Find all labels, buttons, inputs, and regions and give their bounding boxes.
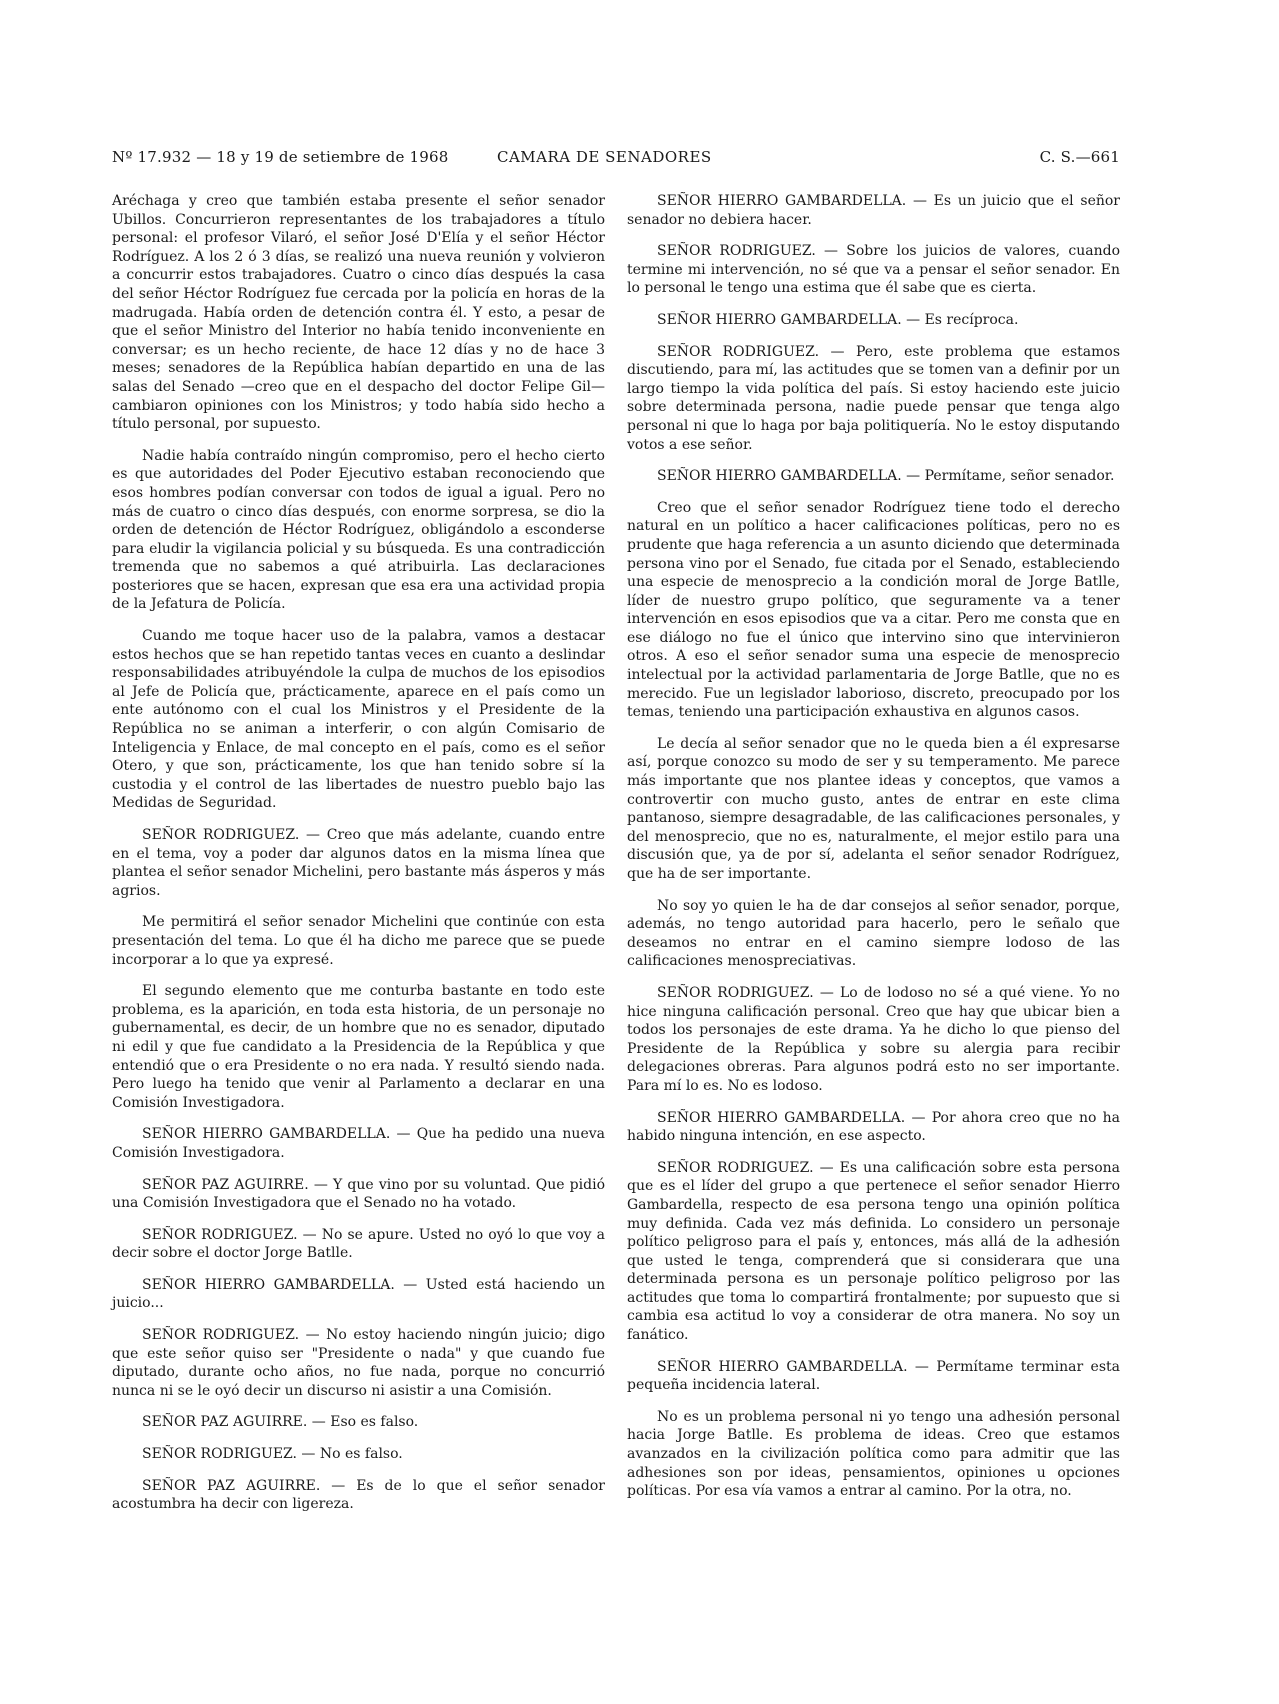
paragraph: SEÑOR HIERRO GAMBARDELLA. — Es recíproca. — [657, 311, 1019, 328]
paragraph: SEÑOR HIERRO GAMBARDELLA. — Es un juicio que el señor senador no debiera hacer. — [627, 193, 1120, 228]
paragraph: SEÑOR HIERRO GAMBARDELLA. — Que ha pedido una nueva Comisión Investigadora. — [112, 1126, 605, 1161]
page-number: C. S.—661 — [1039, 148, 1120, 166]
paragraph: SEÑOR PAZ AGUIRRE. — Y que vino por su voluntad. Que pidió una Comisión Investigadora que el Senado no ha votado. — [112, 1176, 605, 1212]
paragraph: SEÑOR RODRIGUEZ. — Pero, este problema que estamos discutiendo, para mí, las actitudes que se tomen van a definir por un largo tiempo la vida política del país. Si estoy haciendo este juicio sobre determinada persona, nadie puede pensar que tenga algo personal ni que lo haga por baja politiquería. No le estoy disputando votos a ese señor. — [627, 343, 1120, 453]
page-header — [112, 148, 1120, 172]
paragraph: SEÑOR HIERRO GAMBARDELLA. — Permítame, señor senador. — [657, 468, 1115, 485]
paragraph: SEÑOR HIERRO GAMBARDELLA. — Por ahora creo que no ha habido ninguna intención, en ese aspecto. — [627, 1109, 1120, 1145]
issue-date: Nº 17.932 — 18 y 19 de setiembre de 1968 — [112, 148, 449, 166]
right-column — [627, 192, 1120, 1514]
paragraph: SEÑOR HIERRO GAMBARDELLA. — Usted está haciendo un juicio... — [112, 1276, 605, 1312]
paragraph: El segundo elemento que me conturba bastante en todo este problema, es la aparición, en toda esta historia, de un personaje no gubernamental, es decir, de un hombre que no es senador, diputado ni edil y que fue candidato a la Presidencia de la República y que entendió que o era Presidente o no era nada. Y resultó siendo nada. Pero luego ha tenido que venir al Parlamento a declarar en una Comisión Investigadora. — [112, 983, 605, 1111]
paragraph: SEÑOR RODRIGUEZ. — Sobre los juicios de valores, cuando termine mi intervención, no sé que va a pensar el señor senador. En lo personal le tengo una estima que él sabe que es cierta. — [627, 243, 1120, 297]
paragraph: SEÑOR RODRIGUEZ. — Lo de lodoso no sé a qué viene. Yo no hice ninguna calificación personal. Creo que hay que ubicar bien a todos los personajes de este drama. Ya he dicho lo que pienso del Presidente de la República y sobre su alergia para recibir delegaciones obreras. Para algunos podrá esto no ser importante. Para mí lo es. No es lodoso. — [627, 984, 1120, 1094]
paragraph: Le decía al señor senador que no le queda bien a él expresarse así, porque conozco su modo de ser y su temperamento. Me parece más importante que nos plantee ideas y conceptos, que vamos a controvertir con mucho gusto, antes de entrar en este clima pantanoso, siempre desagradable, de las calificaciones personales, y del menosprecio, que no es, naturalmente, el mejor estilo para una discusión que, ya de por sí, adelanta el señor senador Rodríguez, que ha de ser importante. — [627, 735, 1120, 882]
paragraph: Cuando me toque hacer uso de la palabra, vamos a destacar estos hechos que se han repetido tantas veces en cuanto a deslindar responsabilidades atribuyéndole la culpa de muchos de los episodios al Jefe de Policía que, prácticamente, aparece en el país como un ente autónomo con el cual los Ministros y el Presidente de la República no se animan a interferir, o con algún Comisario de Inteligencia y Enlace, de mal concepto en el país, como es el señor Otero, y que son, prácticamente, los que han tenido sobre sí la custodia y el control de las libertades de nuestro pueblo bajo las Medidas de Seguridad. — [112, 628, 605, 812]
paragraph: No es un problema personal ni yo tengo una adhesión personal hacia Jorge Batlle. Es problema de ideas. Creo que estamos avanzados en la civilización política como para admitir que las adhesiones son por ideas, pensamientos, opiniones u opciones políticas. Por esa vía vamos a entrar al camino. Por la otra, no. — [627, 1408, 1120, 1500]
paragraph: SEÑOR RODRIGUEZ. — No se apure. Usted no oyó lo que voy a decir sobre el doctor Jorge Batlle. — [112, 1226, 605, 1262]
paragraph: Me permitirá el señor senador Michelini que continúe con esta presentación del tema. Lo que él ha dicho me parece que se puede incorporar a lo que ya expresé. — [112, 914, 605, 968]
paragraph: SEÑOR RODRIGUEZ. — Es una calificación sobre esta persona que es el líder del grupo a que pertenece el señor senador Hierro Gambardella, respecto de esa persona tengo una opinión política muy definida. Cada vez más definida. Lo considero un personaje político peligroso para el país y, entonces, más allá de la adhesión que usted le tenga, comprenderá que si considerara que una determinada persona es un personaje político peligroso por las actitudes que toma lo compartirá frontalmente; por supuesto que si cambia esa actitud lo voy a considerar de otra manera. No soy un fanático. — [627, 1159, 1120, 1344]
paragraph: SEÑOR PAZ AGUIRRE. — Es de lo que el señor senador acostumbra ha decir con ligereza. — [112, 1477, 605, 1513]
paragraph: SEÑOR PAZ AGUIRRE. — Eso es falso. — [142, 1414, 419, 1431]
paragraph: SEÑOR RODRIGUEZ. — Creo que más adelante, cuando entre en el tema, voy a poder dar algunos datos en la misma línea que plantea el señor senador Michelini, pero bastante más ásperos y más agrios. — [112, 827, 605, 899]
paragraph: SEÑOR RODRIGUEZ. — No estoy haciendo ningún juicio; digo que este señor quiso ser "Presidente o nada" y que cuando fue diputado, durante ocho años, no fue nada, porque no concurrió nunca ni se le oyó decir un discurso ni asistir a una Comisión. — [112, 1327, 605, 1399]
chamber-title: CAMARA DE SENADORES — [497, 148, 712, 166]
paragraph: SEÑOR HIERRO GAMBARDELLA. — Permítame terminar esta pequeña incidencia lateral. — [627, 1358, 1120, 1394]
paragraph: No soy yo quien le ha de dar consejos al señor senador, porque, además, no tengo autoridad para hacerlo, pero le señalo que deseamos no entrar en el camino siempre lodoso de las calificaciones menospreciativas. — [627, 897, 1120, 970]
paragraph: Creo que el señor senador Rodríguez tiene todo el derecho natural en un político a hacer calificaciones políticas, pero no es prudente que haga referencia a un asunto diciendo que determinada persona vino por el Senado, fue citada por el Senado, estableciendo una especie de menosprecio a la condición moral de Jorge Batlle, líder de nuestro grupo político, que seguramente va a tener intervención en esos episodios que va a citar. Pero me consta que en ese diálogo no fue el único que intervino sino que intervinieron otros. A eso el señor senador suma una especie de menosprecio intelectual por la actividad parlamentaria de Jorge Batlle, que no es merecido. Fue un legislador laborioso, discreto, preocupado por los temas, teniendo una participación exhaustiva en algunos casos. — [627, 499, 1120, 721]
left-column — [112, 192, 605, 1527]
paragraph: Nadie había contraído ningún compromiso, pero el hecho cierto es que autoridades del Poder Ejecutivo estaban reconociendo que esos hombres podían conversar con todos de igual a igual. Pero no más de cuatro o cinco días después, con enorme sorpresa, se dio la orden de detención de Héctor Rodríguez, obligándolo a esconderse para eludir la vigilancia policial y su búsqueda. Es una contradicción tremenda que no sabemos a qué atribuirla. Las declaraciones posteriores que se hacen, expresan que esa era una actividad propia de la Jefatura de Policía. — [112, 447, 605, 613]
paragraph: Aréchaga y creo que también estaba presente el señor senador Ubillos. Concurrieron representantes de los trabajadores a título personal: el profesor Vilaró, el señor José D'Elía y el señor Héctor Rodríguez. A los 2 ó 3 días, se realizó una nueva reunión y volvieron a concurrir estos trabajadores. Cuatro o cinco días después la casa del señor Héctor Rodríguez fue cercada por la policía en horas de la madrugada. Había orden de detención contra él. Y esto, a pesar de que el señor Ministro del Interior no había tenido inconveniente en conversar; es un hecho reciente, de hace 12 días y no de hace 3 meses; senadores de la República habían departido en una de las salas del Senado —creo que en el despacho del doctor Felipe Gil— cambiaron opiniones con los Ministros; y todo había sido hecho a título personal, por supuesto. — [112, 193, 605, 433]
paragraph: SEÑOR RODRIGUEZ. — No es falso. — [142, 1446, 403, 1463]
